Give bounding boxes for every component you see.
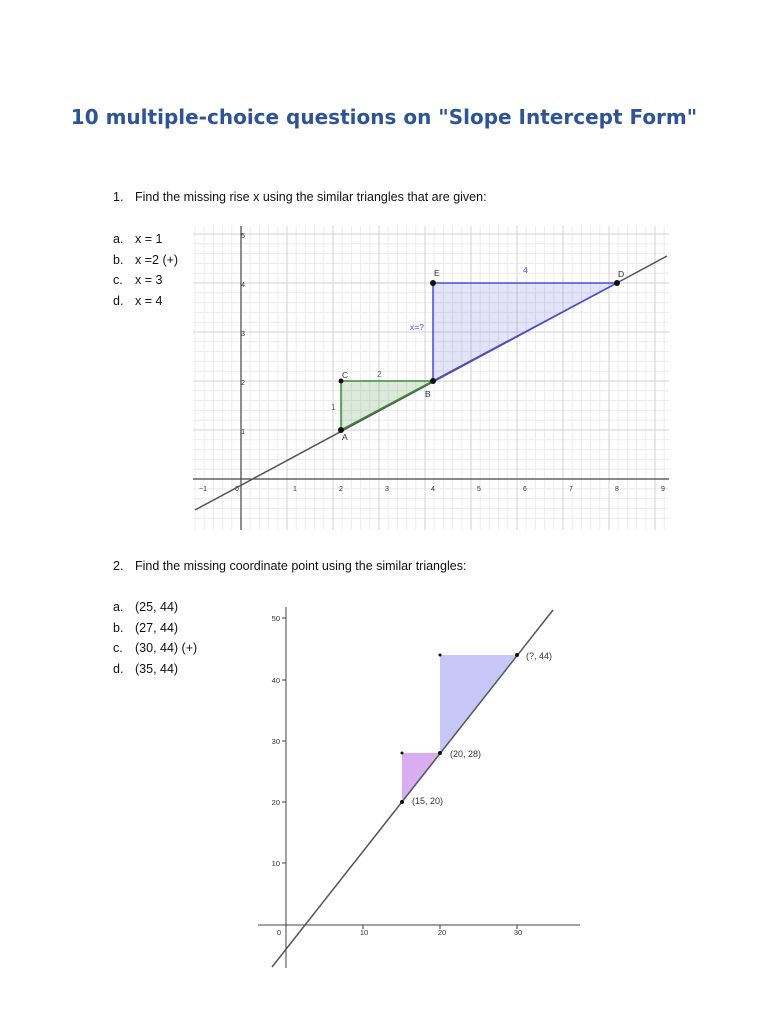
option-letter: c.: [113, 641, 123, 655]
y-tick-labels: [272, 614, 280, 868]
x-tick-label: 4: [431, 486, 435, 493]
label-rise-small: 1: [331, 402, 336, 412]
y-tick-label: 1: [241, 429, 245, 436]
option-a: [113, 229, 178, 250]
x-tick-label: 5: [477, 486, 481, 493]
figure-2-svg: [258, 605, 584, 970]
label-run-big: 4: [523, 265, 528, 275]
y-tick-label: 3: [241, 331, 245, 338]
figure-1-svg: [193, 226, 669, 530]
minor-grid: [193, 226, 669, 530]
point-label-a: A: [342, 432, 348, 442]
triangle-vertex: [401, 752, 404, 755]
option-letter: a.: [113, 600, 124, 614]
question-number: 1.: [113, 190, 124, 204]
point-label: (?, 44): [526, 651, 553, 661]
x-tick-label: 7: [569, 486, 573, 493]
x-tick-label: 9: [661, 486, 665, 493]
option-letter: c.: [113, 273, 123, 287]
option-letter: a.: [113, 232, 124, 246]
x-tick-label: 30: [513, 928, 523, 937]
x-tick-labels: [277, 928, 522, 937]
point-label: (20, 28): [450, 749, 482, 759]
y-tick-label: 50: [271, 614, 280, 623]
x-tick-label: 3: [385, 486, 389, 493]
major-grid: [193, 226, 669, 530]
question-text: Find the missing coordinate point using the similar triangles:: [135, 559, 467, 573]
option-text: x = 3: [135, 273, 163, 287]
x-tick-label: 1: [293, 486, 297, 493]
x-tick-label: 20: [437, 928, 447, 937]
figure-similar-triangles-grid: [193, 226, 669, 530]
x-tick-label: 0: [235, 486, 239, 493]
x-tick-label: −1: [199, 486, 207, 493]
option-c: [113, 270, 178, 291]
slope-line: [272, 610, 553, 967]
option-letter: d.: [113, 661, 124, 676]
axes: [258, 607, 580, 968]
option-letter: b.: [113, 620, 124, 635]
y-tick-label: 40: [271, 676, 280, 685]
x-tick-label: 2: [339, 486, 343, 493]
y-tick-label: 5: [241, 233, 245, 240]
figure-coordinate-triangles: [258, 605, 584, 970]
point-label-d: D: [618, 269, 625, 279]
y-tick-label: 20: [271, 798, 280, 807]
point-d: [614, 280, 620, 286]
option-d: [113, 659, 197, 680]
question-2-options: [113, 597, 197, 679]
point-e: [430, 280, 436, 286]
option-c: [113, 638, 197, 659]
option-b: [113, 618, 197, 639]
option-letter: b.: [113, 252, 124, 267]
question-2: [113, 559, 466, 573]
option-d: [113, 291, 178, 312]
point-label-e: E: [434, 268, 440, 278]
label-rise-big: x=?: [410, 322, 424, 332]
option-text: (30, 44) (+): [135, 641, 198, 655]
option-text: x = 1: [135, 232, 163, 246]
label-run-small: 2: [377, 369, 382, 379]
y-tick-label: 10: [271, 859, 280, 868]
option-letter: d.: [113, 293, 124, 308]
point-b: [430, 378, 436, 384]
point-20-28: [438, 751, 442, 755]
y-tick-label: 30: [271, 737, 280, 746]
axes: [193, 226, 669, 530]
x-tick-label: 6: [523, 486, 527, 493]
triangle-vertex: [439, 654, 442, 657]
option-a: [113, 597, 197, 618]
x-tick-label: 10: [359, 928, 369, 937]
page-title: 10 multiple-choice questions on "Slope Intercept Form": [70, 105, 698, 129]
point-label-c: C: [342, 370, 349, 380]
question-1: [113, 190, 487, 204]
y-tick-label: 2: [241, 380, 245, 387]
option-text: x =2 (+): [135, 252, 179, 267]
question-1-options: [113, 229, 178, 311]
point-unknown-44: [515, 653, 519, 657]
question-number: 2.: [113, 559, 124, 573]
option-text: (27, 44): [135, 620, 179, 635]
point-label-b: B: [425, 389, 431, 399]
option-text: x = 4: [135, 293, 163, 308]
question-text: Find the missing rise x using the similar triangles that are given:: [135, 190, 487, 204]
option-text: (35, 44): [135, 661, 179, 676]
x-tick-label: 8: [615, 486, 619, 493]
point-label: (15, 20): [412, 796, 444, 806]
point-15-20: [400, 800, 404, 804]
y-tick-label: 4: [241, 282, 245, 289]
option-b: [113, 250, 178, 271]
x-tick-label: 0: [276, 928, 282, 937]
option-text: (25, 44): [135, 600, 179, 614]
